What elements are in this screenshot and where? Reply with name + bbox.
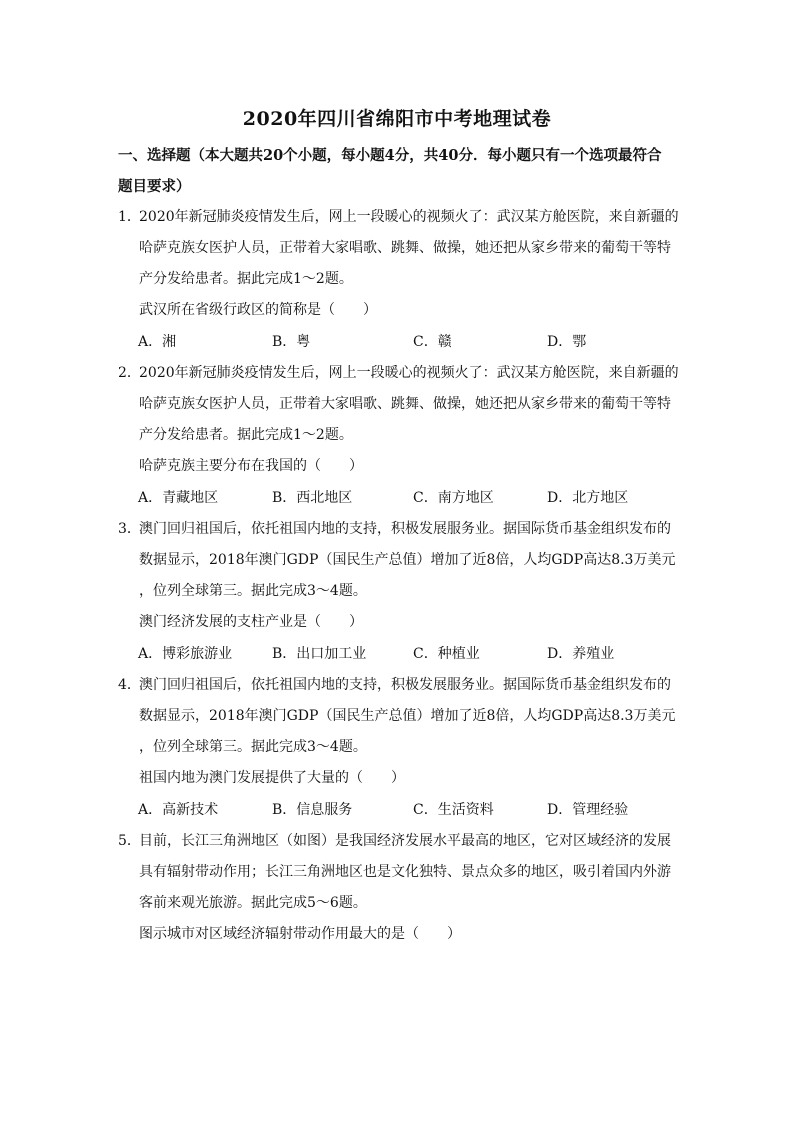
question-number: 1．: [118, 209, 141, 225]
option-c: C．赣: [413, 334, 452, 350]
option-a: A．高新技术: [138, 802, 219, 818]
question-prompt: 武汉所在省级行政区的简称是（ ）: [139, 302, 377, 318]
option-d: D．北方地区: [547, 490, 629, 506]
question-text-line: 客前来观光旅游。据此完成5～6题。: [139, 895, 367, 911]
question-text-line: 哈萨克族女医护人员，正带着大家唱歌、跳舞、做操，她还把从家乡带来的葡萄干等特: [139, 240, 671, 256]
question-text-line: ，位列全球第三。据此完成3～4题。: [139, 583, 367, 599]
question-number: 3．: [118, 521, 141, 537]
option-c: C．种植业: [413, 646, 480, 662]
question-text-line: 澳门回归祖国后，依托祖国内地的支持，积极发展服务业。据国际货币基金组织发布的: [139, 521, 671, 537]
question-text-line: 2020年新冠肺炎疫情发生后，网上一段暖心的视频火了：武汉某方舱医院，来自新疆的: [139, 365, 679, 381]
option-b: B．信息服务: [272, 802, 353, 818]
option-a: A．博彩旅游业: [138, 646, 233, 662]
question-prompt: 哈萨克族主要分布在我国的（ ）: [139, 458, 363, 474]
section-heading-line: 题目要求）: [118, 178, 191, 195]
answer-options: [138, 331, 678, 351]
option-d: D．养殖业: [547, 646, 615, 662]
question-text-line: 产分发给患者。据此完成1～2题。: [139, 271, 353, 287]
question-text-line: ，位列全球第三。据此完成3～4题。: [139, 739, 367, 755]
answer-options: [138, 643, 678, 663]
question-text-line: 澳门回归祖国后，依托祖国内地的支持，积极发展服务业。据国际货币基金组织发布的: [139, 677, 671, 693]
option-b: B．西北地区: [272, 490, 353, 506]
question-prompt: 祖国内地为澳门发展提供了大量的（ ）: [139, 770, 405, 786]
option-c: C．南方地区: [413, 490, 494, 506]
question-number: 5．: [118, 833, 141, 849]
question-text-line: 数据显示，2018年澳门GDP（国民生产总值）增加了近8倍，人均GDP高达8.3万美元: [139, 708, 676, 724]
section-heading-line: 一、选择题（本大题共20个小题，每小题4分，共40分．每小题只有一个选项最符合: [118, 147, 662, 164]
option-c: C．生活资料: [413, 802, 494, 818]
question-text-line: 哈萨克族女医护人员，正带着大家唱歌、跳舞、做操，她还把从家乡带来的葡萄干等特: [139, 396, 671, 412]
question-text-line: 产分发给患者。据此完成1～2题。: [139, 427, 353, 443]
section-heading: [118, 140, 678, 202]
option-d: D．鄂: [547, 334, 587, 350]
question-prompt: 澳门经济发展的支柱产业是（ ）: [139, 614, 363, 630]
option-a: A．青藏地区: [138, 490, 219, 506]
question-text-line: 目前，长江三角洲地区（如图）是我国经济发展水平最高的地区，它对区域经济的发展: [139, 833, 671, 849]
option-b: B．出口加工业: [272, 646, 367, 662]
answer-options: [138, 487, 678, 507]
question-text-line: 数据显示，2018年澳门GDP（国民生产总值）增加了近8倍，人均GDP高达8.3万美元: [139, 552, 676, 568]
question-number: 4．: [118, 677, 141, 693]
page-title: 2020年四川省绵阳市中考地理试卷: [242, 108, 552, 130]
question-number: 2．: [118, 365, 141, 381]
option-b: B．粤: [272, 334, 311, 350]
option-d: D．管理经验: [547, 802, 629, 818]
question-text-line: 具有辐射带动作用；长江三角洲地区也是文化独特、景点众多的地区，吸引着国内外游: [139, 864, 671, 880]
question-text-line: 2020年新冠肺炎疫情发生后，网上一段暖心的视频火了：武汉某方舱医院，来自新疆的: [139, 209, 679, 225]
option-a: A．湘: [138, 334, 177, 350]
question-prompt: 图示城市对区域经济辐射带动作用最大的是（ ）: [139, 926, 461, 942]
answer-options: [138, 799, 678, 819]
